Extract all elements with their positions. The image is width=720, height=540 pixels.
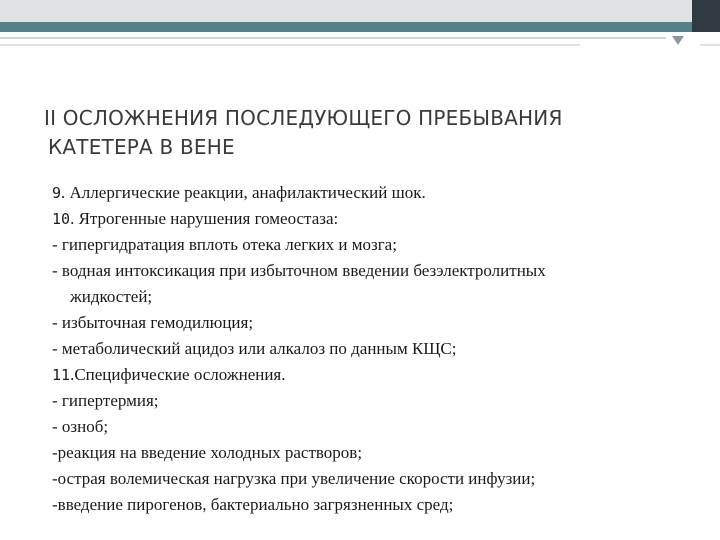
complications-list: [52, 180, 692, 518]
item-number: 11: [52, 366, 71, 384]
item-text: - избыточная гемодилюция;: [52, 313, 254, 332]
list-item: [52, 310, 692, 336]
item-number: 9: [52, 184, 62, 202]
item-text: -введение пирогенов, бактериально загрязненных сред;: [52, 495, 454, 514]
list-item: [52, 206, 692, 232]
list-item: [52, 440, 692, 466]
list-item: [52, 388, 692, 414]
list-item: [52, 466, 692, 492]
item-text: -острая волемическая нагрузка при увеличение скорости инфузии;: [52, 469, 536, 488]
list-item: [52, 258, 692, 284]
slide-title-line2: КАТЕТЕРА В ВЕНЕ: [48, 135, 235, 159]
triangle-marker-icon: [672, 36, 684, 45]
list-item-continuation: [52, 284, 692, 310]
item-text: - гипертермия;: [52, 391, 159, 410]
item-text: -реакция на введение холодных растворов;: [52, 443, 363, 462]
header-corner-dark: [692, 0, 720, 32]
list-item: [52, 492, 692, 518]
header-band-light: [0, 0, 720, 22]
item-text: . Ятрогенные нарушения гомеостаза:: [70, 209, 339, 228]
header-divider-line: [0, 37, 666, 39]
item-text: - гипергидратация вплоть отека легких и мозга;: [52, 235, 397, 254]
list-item: [52, 362, 692, 388]
item-text: .Специфические осложнения.: [70, 365, 286, 384]
list-item: [52, 414, 692, 440]
item-text: - водная интоксикация при избыточном введении безэлектролитных: [52, 261, 546, 280]
slide-title-line1: II ОСЛОЖНЕНИЯ ПОСЛЕДУЮЩЕГО ПРЕБЫВАНИЯ: [44, 106, 563, 130]
header-band-teal: [0, 22, 692, 32]
list-item: [52, 180, 692, 206]
header-divider-line-secondary: [0, 44, 580, 46]
list-item: [52, 336, 692, 362]
header-divider-line-right: [700, 44, 720, 46]
item-text: - метаболический ацидоз или алкалоз по данным КЩС;: [52, 339, 457, 358]
list-item: [52, 232, 692, 258]
item-text: жидкостей;: [70, 287, 153, 306]
item-text: - озноб;: [52, 417, 109, 436]
item-text: . Аллергические реакции, анафилактический шок.: [61, 183, 426, 202]
item-number: 10: [52, 210, 71, 228]
slide-title: [44, 104, 684, 162]
